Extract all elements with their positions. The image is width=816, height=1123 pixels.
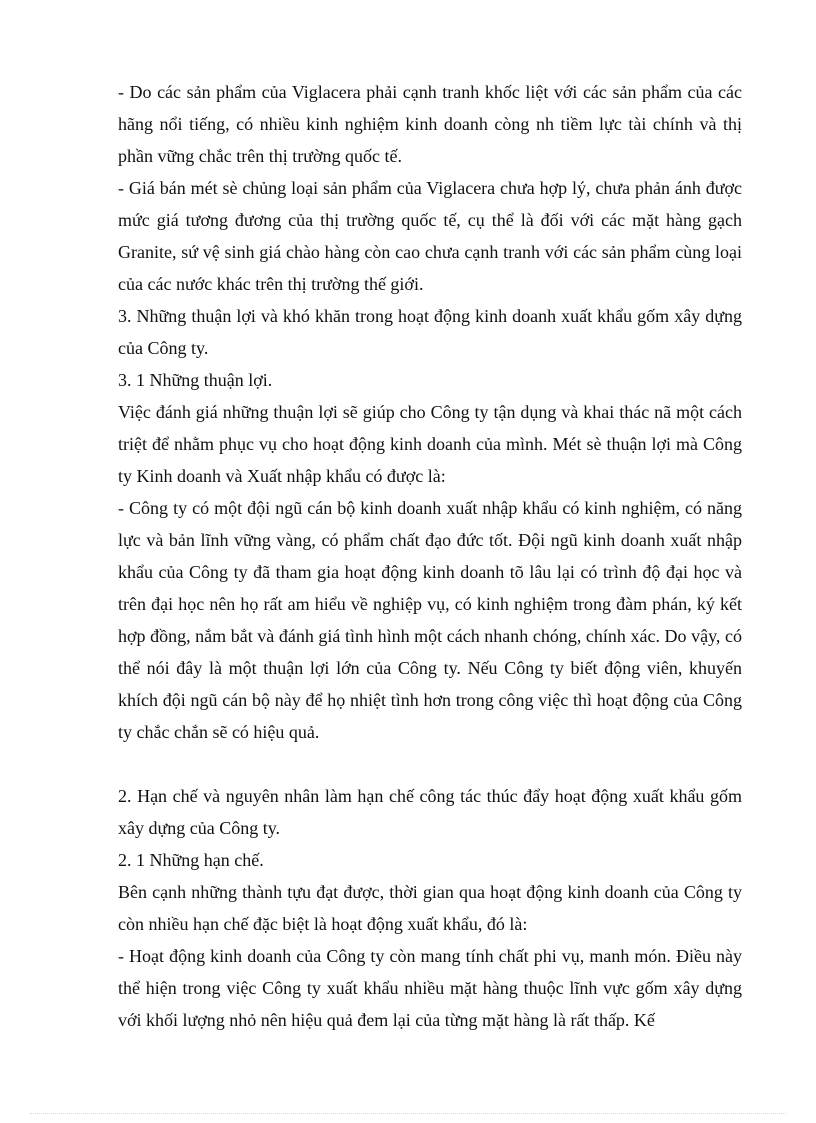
heading-section-2-1: 2. 1 Những hạn chế. <box>118 850 264 870</box>
paragraph-competition: - Do các sản phẩm của Viglacera phải cạnh tranh khốc liệt với các sản phẩm của các hãng nổi tiếng, có nhiều kinh nghiệm kinh doanh còng nh tiềm lực tài chính và thị phần vững chắc trên thị trường quốc tế. <box>118 82 742 166</box>
paragraph-pricing: - Giá bán mét sè chủng loại sản phẩm của Viglacera chưa hợp lý, chưa phản ánh được mức giá tương đương của thị trường quốc tế, cụ thể là đối với các mặt hàng gạch Granite, sứ vệ sinh giá chào hàng còn cao chưa cạnh tranh với các sản phẩm cùng loại của các nước khác trên thị trường thế giới. <box>118 178 742 294</box>
paragraph-staff-advantage: - Công ty có một đội ngũ cán bộ kinh doanh xuất nhập khẩu có kinh nghiệm, có năng lực và bản lĩnh vững vàng, có phẩm chất đạo đức tốt. Đội ngũ kinh doanh xuất nhập khẩu của Công ty đã tham gia hoạt động kinh doanh tõ lâu lại có trình độ đại học và trên đại học nên họ rất am hiểu về nghiệp vụ, có kinh nghiệm trong đàm phán, ký kết hợp đồng, nắm bắt và đánh giá tình hình một cách nhanh chóng, chính xác. Do vậy, có thể nói đây là một thuận lợi lớn của Công ty. Nếu Công ty biết động viên, khuyến khích đội ngũ cán bộ này để họ nhiệt tình hơn trong công việc thì hoạt động của Công ty chắc chắn sẽ có hiệu quả. <box>118 498 742 742</box>
heading-section-3-1: 3. 1 Những thuận lợi. <box>118 370 273 390</box>
paragraph-advantages-intro: Việc đánh giá những thuận lợi sẽ giúp cho Công ty tận dụng và khai thác nã một cách triệt để nhằm phục vụ cho hoạt động kinh doanh của mình. Mét sè thuận lợi mà Công ty Kinh doanh và Xuất nhập khẩu có được là: <box>118 402 742 486</box>
page-bottom-rule <box>30 1113 786 1114</box>
paragraph-small-scale: - Hoạt động kinh doanh của Công ty còn mang tính chất phi vụ, manh món. Điều này thể hiện trong việc Công ty xuất khẩu nhiều mặt hàng thuộc lĩnh vực gốm xây dựng với khối lượng nhỏ nên hiệu quả đem lại của từng mặt hàng là rất thấp. Kế <box>118 946 742 1030</box>
blank-line <box>118 748 742 780</box>
heading-section-2: 2. Hạn chế và nguyên nhân làm hạn chế công tác thúc đẩy hoạt động xuất khẩu gốm xây dựng của Công ty. <box>118 786 742 838</box>
document-page <box>118 76 742 1036</box>
paragraph-limitations-intro: Bên cạnh những thành tựu đạt được, thời gian qua hoạt động kinh doanh của Công ty còn nhiều hạn chế đặc biệt là hoạt động xuất khẩu, đó là: <box>118 882 742 934</box>
heading-section-3: 3. Những thuận lợi và khó khăn trong hoạt động kinh doanh xuất khẩu gốm xây dựng của Công ty. <box>118 306 742 358</box>
